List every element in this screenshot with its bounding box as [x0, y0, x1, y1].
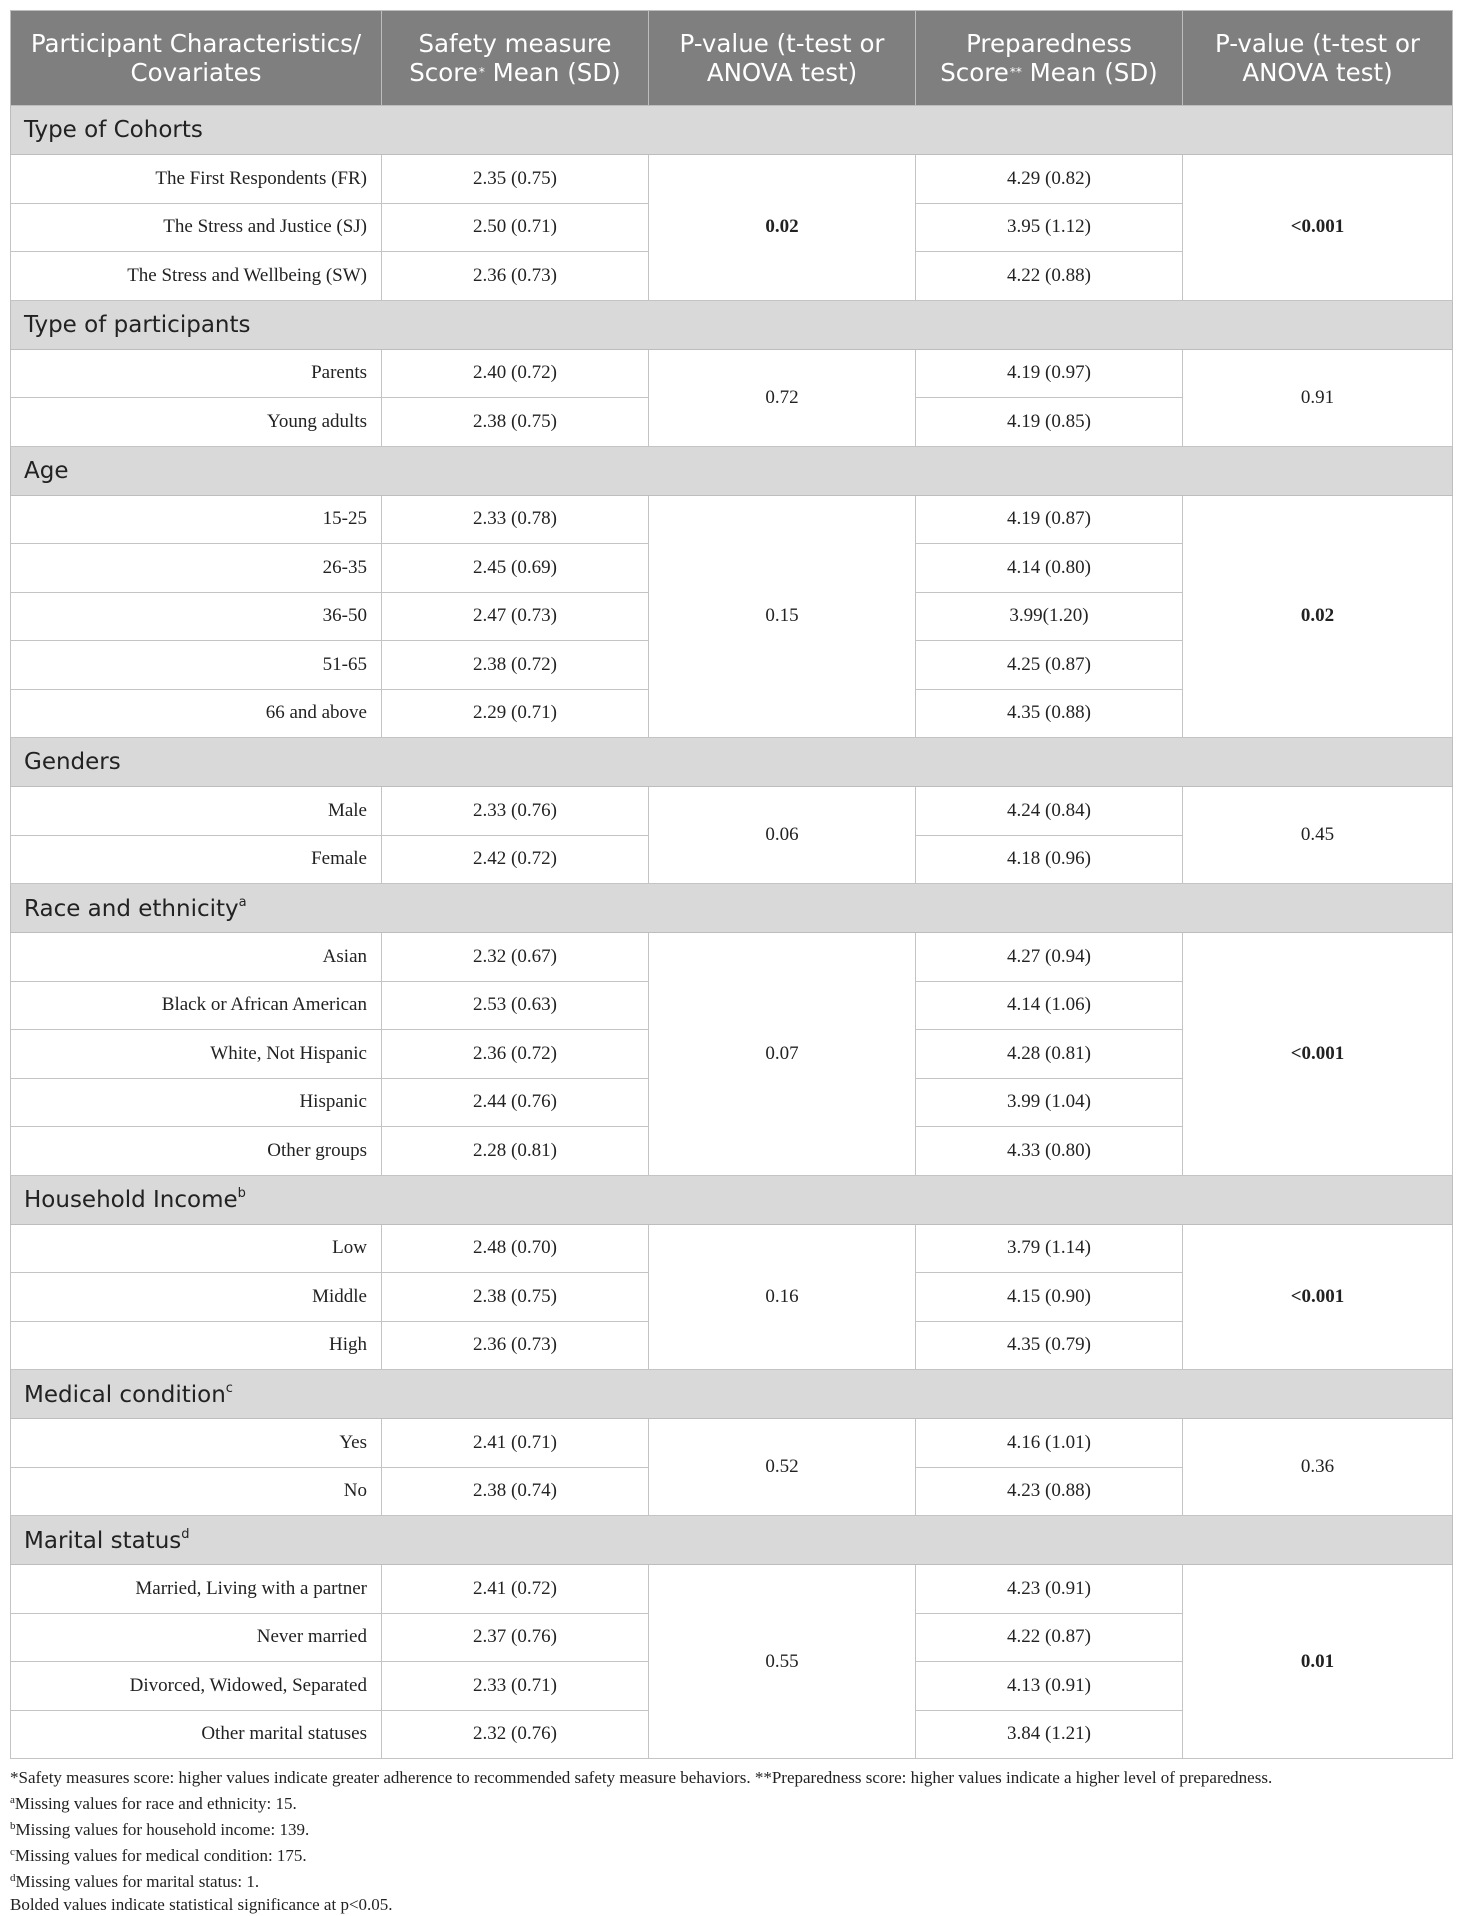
- row-label: Low: [11, 1224, 382, 1273]
- preparedness-score-cell: 4.19 (0.97): [916, 349, 1183, 398]
- footnote-line: [10, 1789, 1452, 1815]
- preparedness-score-cell: 4.29 (0.82): [916, 155, 1183, 204]
- header-p-value-safety: P-value (t-test or ANOVA test): [649, 11, 916, 106]
- safety-score-cell: 2.33 (0.78): [382, 495, 649, 544]
- footnote-marker: b: [237, 1186, 246, 1201]
- preparedness-score-cell: 4.23 (0.91): [916, 1565, 1183, 1614]
- safety-score-cell: 2.35 (0.75): [382, 155, 649, 204]
- table-row: [11, 1419, 1453, 1468]
- row-label: 51-65: [11, 641, 382, 690]
- group-title: [11, 738, 1453, 787]
- safety-score-cell: 2.48 (0.70): [382, 1224, 649, 1273]
- p-value-preparedness-cell: <0.001: [1183, 1224, 1453, 1370]
- preparedness-score-cell: 4.23 (0.88): [916, 1467, 1183, 1516]
- footnote-text: *Safety measures score: higher values indicate greater adherence to recommended safety measure behaviors. **Preparedness score: higher values indicate a higher level of preparedness.: [10, 1768, 1273, 1787]
- p-value-preparedness-cell: 0.91: [1183, 349, 1453, 446]
- p-value-preparedness-cell: 0.36: [1183, 1419, 1453, 1516]
- p-value-preparedness-cell: <0.001: [1183, 155, 1453, 301]
- table-body: [11, 106, 1453, 1759]
- safety-score-cell: 2.38 (0.75): [382, 1273, 649, 1322]
- row-label: Parents: [11, 349, 382, 398]
- table-row: [11, 349, 1453, 398]
- p-value-safety-cell: 0.02: [649, 155, 916, 301]
- row-label: 15-25: [11, 495, 382, 544]
- group-title-text: Household Income: [24, 1187, 238, 1213]
- header-p-value-preparedness: P-value (t-test or ANOVA test): [1183, 11, 1453, 106]
- footnote-marker: a: [10, 1794, 15, 1806]
- safety-score-cell: 2.42 (0.72): [382, 835, 649, 884]
- row-label: No: [11, 1467, 382, 1516]
- group-title-text: Race and ethnicity: [24, 895, 239, 922]
- safety-score-cell: 2.33 (0.76): [382, 787, 649, 836]
- safety-score-cell: 2.32 (0.76): [382, 1710, 649, 1759]
- safety-score-cell: 2.50 (0.71): [382, 203, 649, 252]
- group-header-row: [11, 884, 1453, 933]
- row-label: 66 and above: [11, 689, 382, 738]
- preparedness-score-cell: 4.25 (0.87): [916, 641, 1183, 690]
- group-title-text: Medical condition: [24, 1381, 226, 1408]
- group-header-row: [11, 446, 1453, 495]
- footnote-text: Missing values for medical condition: 175.: [14, 1846, 307, 1865]
- preparedness-score-cell: 4.22 (0.88): [916, 252, 1183, 301]
- group-header-row: [11, 1175, 1453, 1224]
- preparedness-score-cell: 3.79 (1.14): [916, 1224, 1183, 1273]
- group-title-text: Genders: [24, 749, 121, 775]
- table-row: [11, 495, 1453, 544]
- safety-score-cell: 2.32 (0.67): [382, 933, 649, 982]
- preparedness-score-cell: 4.19 (0.87): [916, 495, 1183, 544]
- group-title: [11, 1516, 1453, 1565]
- table-row: [11, 1224, 1453, 1273]
- footnote-line: [10, 1867, 1452, 1893]
- footnote-line: [10, 1766, 1452, 1789]
- p-value-preparedness-cell: <0.001: [1183, 933, 1453, 1176]
- row-label: 36-50: [11, 592, 382, 641]
- row-label: Other marital statuses: [11, 1710, 382, 1759]
- group-title: [11, 1175, 1453, 1224]
- preparedness-score-cell: 3.99(1.20): [916, 592, 1183, 641]
- row-label: Asian: [11, 933, 382, 982]
- group-title: [11, 884, 1453, 933]
- group-header-row: [11, 1516, 1453, 1565]
- row-label: The Stress and Justice (SJ): [11, 203, 382, 252]
- safety-score-cell: 2.38 (0.74): [382, 1467, 649, 1516]
- row-label: Hispanic: [11, 1078, 382, 1127]
- p-value-safety-cell: 0.55: [649, 1565, 916, 1759]
- safety-score-cell: 2.44 (0.76): [382, 1078, 649, 1127]
- footnotes: [10, 1766, 1452, 1916]
- footnote-marker: b: [10, 1820, 16, 1832]
- safety-score-cell: 2.38 (0.75): [382, 398, 649, 447]
- p-value-preparedness-cell: 0.01: [1183, 1565, 1453, 1759]
- p-value-safety-cell: 0.07: [649, 933, 916, 1176]
- group-title-text: Type of participants: [24, 311, 251, 338]
- safety-score-cell: 2.33 (0.71): [382, 1662, 649, 1711]
- safety-score-cell: 2.41 (0.71): [382, 1419, 649, 1468]
- safety-score-cell: 2.47 (0.73): [382, 592, 649, 641]
- footnote-marker: a: [238, 894, 247, 910]
- preparedness-score-cell: 4.35 (0.88): [916, 689, 1183, 738]
- footnote-marker: d: [10, 1872, 16, 1884]
- footnote-line: [10, 1841, 1452, 1867]
- group-title: [11, 106, 1453, 155]
- footnote-marker: c: [225, 1380, 233, 1396]
- p-value-safety-cell: 0.06: [649, 787, 916, 884]
- safety-score-cell: 2.38 (0.72): [382, 641, 649, 690]
- group-header-row: [11, 1370, 1453, 1419]
- footnote-text: Missing values for household income: 139.: [15, 1820, 310, 1839]
- preparedness-score-cell: 4.22 (0.87): [916, 1613, 1183, 1662]
- row-label: Other groups: [11, 1127, 382, 1176]
- p-value-safety-cell: 0.16: [649, 1224, 916, 1370]
- footnote-line: [10, 1893, 1452, 1916]
- p-value-safety-cell: 0.72: [649, 349, 916, 446]
- group-header-row: [11, 300, 1453, 349]
- row-label: Married, Living with a partner: [11, 1565, 382, 1614]
- preparedness-score-cell: 3.84 (1.21): [916, 1710, 1183, 1759]
- table-row: [11, 155, 1453, 204]
- preparedness-score-cell: 4.33 (0.80): [916, 1127, 1183, 1176]
- group-title: [11, 446, 1453, 495]
- row-label: Black or African American: [11, 981, 382, 1030]
- footnote-line: [10, 1815, 1452, 1841]
- footnote-marker: c: [10, 1846, 15, 1858]
- safety-score-cell: 2.37 (0.76): [382, 1613, 649, 1662]
- row-label: Never married: [11, 1613, 382, 1662]
- group-header-row: [11, 738, 1453, 787]
- row-label: The First Respondents (FR): [11, 155, 382, 204]
- row-label: Middle: [11, 1273, 382, 1322]
- preparedness-score-cell: 3.95 (1.12): [916, 203, 1183, 252]
- footnote-marker: d: [181, 1526, 190, 1542]
- group-title-text: Marital status: [24, 1527, 182, 1554]
- safety-score-cell: 2.40 (0.72): [382, 349, 649, 398]
- safety-score-cell: 2.36 (0.72): [382, 1030, 649, 1079]
- preparedness-score-cell: 4.27 (0.94): [916, 933, 1183, 982]
- safety-score-cell: 2.41 (0.72): [382, 1565, 649, 1614]
- row-label: 26-35: [11, 544, 382, 593]
- results-table: [10, 10, 1453, 1759]
- preparedness-score-cell: 4.35 (0.79): [916, 1321, 1183, 1370]
- preparedness-score-cell: 4.15 (0.90): [916, 1273, 1183, 1322]
- safety-score-cell: 2.28 (0.81): [382, 1127, 649, 1176]
- preparedness-score-cell: 4.18 (0.96): [916, 835, 1183, 884]
- group-title: [11, 300, 1453, 349]
- safety-score-cell: 2.36 (0.73): [382, 252, 649, 301]
- header-characteristics: Participant Characteristics/ Covariates: [11, 11, 382, 106]
- row-label: Young adults: [11, 398, 382, 447]
- safety-score-cell: 2.53 (0.63): [382, 981, 649, 1030]
- preparedness-score-cell: 4.16 (1.01): [916, 1419, 1183, 1468]
- safety-score-cell: 2.36 (0.73): [382, 1321, 649, 1370]
- row-label: Male: [11, 787, 382, 836]
- safety-score-cell: 2.45 (0.69): [382, 544, 649, 593]
- p-value-safety-cell: 0.52: [649, 1419, 916, 1516]
- preparedness-score-cell: 4.14 (0.80): [916, 544, 1183, 593]
- row-label: Divorced, Widowed, Separated: [11, 1662, 382, 1711]
- preparedness-score-cell: 4.13 (0.91): [916, 1662, 1183, 1711]
- preparedness-score-cell: 4.14 (1.06): [916, 981, 1183, 1030]
- group-title-text: Age: [24, 457, 69, 484]
- row-label: White, Not Hispanic: [11, 1030, 382, 1079]
- p-value-safety-cell: 0.15: [649, 495, 916, 738]
- preparedness-score-cell: 4.24 (0.84): [916, 787, 1183, 836]
- table-container: [10, 10, 1452, 1916]
- footnote-text: Bolded values indicate statistical significance at p<0.05.: [10, 1895, 393, 1914]
- row-label: The Stress and Wellbeing (SW): [11, 252, 382, 301]
- safety-score-cell: 2.29 (0.71): [382, 689, 649, 738]
- header-safety-score: Safety measure Score* Mean (SD): [382, 11, 649, 106]
- header-row: [11, 11, 1453, 106]
- group-header-row: [11, 106, 1453, 155]
- p-value-preparedness-cell: 0.02: [1183, 495, 1453, 738]
- table-row: [11, 933, 1453, 982]
- row-label: Female: [11, 835, 382, 884]
- header-preparedness-score: Preparedness Score** Mean (SD): [916, 11, 1183, 106]
- preparedness-score-cell: 4.19 (0.85): [916, 398, 1183, 447]
- row-label: High: [11, 1321, 382, 1370]
- footnote-text: Missing values for marital status: 1.: [15, 1872, 260, 1891]
- table-row: [11, 1565, 1453, 1614]
- p-value-preparedness-cell: 0.45: [1183, 787, 1453, 884]
- preparedness-score-cell: 3.99 (1.04): [916, 1078, 1183, 1127]
- group-title: [11, 1370, 1453, 1419]
- row-label: Yes: [11, 1419, 382, 1468]
- footnote-text: Missing values for race and ethnicity: 15.: [14, 1794, 297, 1813]
- table-row: [11, 787, 1453, 836]
- preparedness-score-cell: 4.28 (0.81): [916, 1030, 1183, 1079]
- group-title-text: Type of Cohorts: [24, 117, 203, 143]
